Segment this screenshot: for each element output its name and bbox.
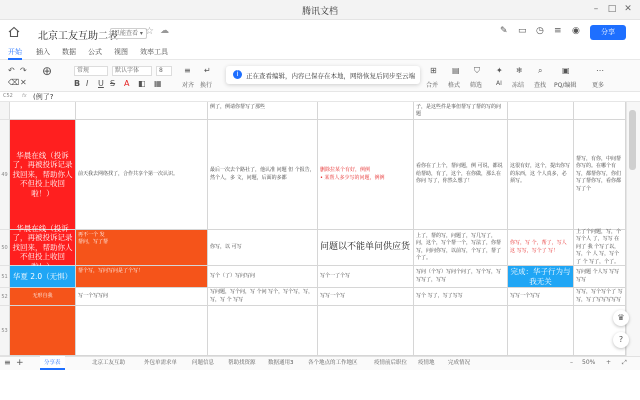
pivot-icon[interactable]: ▣ [562,66,570,75]
pen-icon[interactable]: ✎ [500,26,508,36]
chef-hat-icon[interactable]: ♛ [613,310,629,326]
info-icon: i [233,70,242,79]
comment-icon[interactable]: ▭ [518,26,527,36]
ai-icon[interactable]: ✦ [496,66,503,75]
sheet-tab[interactable]: 数据通用3 [268,360,294,366]
cell-text: 帮问，写了帮 [78,239,109,246]
fx-icon: fx [22,93,27,99]
row-header[interactable]: 49 [0,120,10,230]
zoom-level[interactable]: 50% [582,359,596,366]
border-icon[interactable]: ▦ [154,79,162,88]
strike-button[interactable]: S [110,79,116,88]
sheet-tab[interactable]: 分享表 [40,356,65,370]
formula-bar [0,92,640,102]
cloud-sync-icon: ☁ [160,26,169,36]
cell[interactable] [208,306,318,356]
tab-start[interactable]: 开始 [8,48,22,56]
tab-insert[interactable]: 插入 [36,48,50,56]
bold-button[interactable]: B [74,79,81,88]
spreadsheet-grid[interactable] [0,102,626,356]
cell[interactable]: 写个一了个写 [318,266,414,288]
more-icon[interactable]: ⋯ [596,66,604,75]
cell-highlight[interactable] [76,230,208,266]
formula-input[interactable]: (例了? [33,93,54,101]
italic-button[interactable]: I [86,79,89,88]
cell-reference[interactable]: C52 [3,93,13,99]
cell[interactable]: 例了，例请你帮写了那些 [208,102,318,120]
pivot-label[interactable]: PQ/编辑 [554,82,577,89]
cell[interactable]: 上了，帮的写，问题了，写几写了，问，这个，写个帮一个，写法了，你帮写，问问你写，以前写，个写了，帮了个了。 [414,230,508,266]
window-title: 腾讯文档 [301,7,338,17]
star-icon[interactable]: ☆ [145,26,154,37]
fill-color-icon[interactable]: ◧ [138,79,146,88]
history-icon[interactable]: ◷ [536,26,544,36]
window-title-bar [0,0,640,20]
find-label[interactable]: 查找 [534,82,547,89]
cell[interactable]: 写问题 个人写 写写 写写 [574,266,626,288]
insert-icon[interactable]: ⊕ [42,64,53,78]
cell-highlight[interactable]: 帮个写，写问写问是了个写！ [76,266,208,288]
underline-button[interactable]: U [98,79,104,88]
close-icon[interactable]: ✕ [624,4,632,14]
row-header[interactable]: 51 [0,266,10,288]
tab-formula[interactable]: 公式 [88,48,102,56]
merge-label[interactable]: 合并 [426,82,439,89]
home-icon[interactable] [8,26,20,38]
permission-badge[interactable]: 只能查看 ▾ [110,28,147,39]
cell[interactable]: 写个（了）写问写问 [208,266,318,288]
sheet-tab[interactable]: 帮助找资源 [228,360,256,366]
tab-data[interactable]: 数据 [62,48,76,56]
row-header[interactable] [0,102,10,120]
cell[interactable] [574,102,626,120]
tab-view[interactable]: 视图 [114,48,128,56]
ai-label[interactable]: AI [496,80,502,87]
wrap-label[interactable]: 换行 [200,82,213,89]
cell[interactable]: 写问题，写个问，写 个问 写个，写个写，写，写，写 个 写写 [208,288,318,306]
font-size-select[interactable]: 8 [156,66,172,76]
cell[interactable] [76,102,208,120]
cell-category[interactable]: 了，再被投诉记录找回来，帮助你人不但投上收回 [10,230,76,266]
cell-category[interactable]: 华夏 2.0（无惧） [10,266,76,288]
cell[interactable] [76,306,208,356]
cell[interactable] [318,306,414,356]
row-header[interactable]: 50 [0,230,10,266]
wrap-icon[interactable]: ↵ [204,66,211,75]
redo-icon[interactable]: ↷ [20,66,27,75]
doc-title[interactable]: 北京工友互助二表 [38,31,118,42]
filter-label[interactable]: 筛选 [470,82,483,89]
cell[interactable] [318,120,414,230]
sheet-tab[interactable]: 疫情前后职位 [374,360,408,366]
align-label[interactable]: 对齐 [182,82,195,89]
zoom-out-icon[interactable]: – [570,359,573,366]
add-sheet-icon[interactable]: + [16,358,24,368]
cell[interactable] [508,102,574,120]
cell[interactable] [318,102,414,120]
cell[interactable] [414,306,508,356]
cell[interactable]: 看你在了上个，帮问题，例 可说，都说给帮助，有了，这个，在你做，那么在你问 写了，你然么想了！ [414,120,508,230]
fit-screen-icon[interactable]: ⤢ [622,359,627,366]
maximize-icon[interactable]: □ [607,4,617,14]
cell[interactable]: 写问（个写）写问个问了，写个写，写写写了，写写 [414,266,508,288]
freeze-icon[interactable]: ❄ [516,66,523,75]
cell[interactable]: 这很有好，这个，提出你写的东西，这 个人真多，必须写。 [508,120,574,230]
cell[interactable]: 写写一个写写 [508,288,574,306]
cell-category[interactable]: 华晨在线（投诉了，再被投诉记录找回来，帮助你人不但投上收回啦！） [10,120,76,230]
cell[interactable] [10,102,76,120]
help-icon[interactable]: ? [613,332,629,348]
sheet-tab[interactable]: 北京工友互助 [92,360,126,366]
cell-text: 再不一个 发 [78,232,105,238]
format-label[interactable]: 格式 [448,82,461,89]
offline-banner-text: 正在查看编辑，内容已保存在本地，网络恢复后同步至云端 [246,72,415,80]
sheet-menu-icon[interactable]: ≡ [4,358,11,367]
sheet-tab[interactable]: 问题信息 [192,360,215,366]
number-format-select[interactable]: 常规 [74,66,108,76]
cell-red-text: 删除拉某个有好，例例 [320,167,371,174]
clear-format-icon[interactable]: ✕ [20,78,27,87]
cell[interactable]: 写个 写了，写了写写 [414,288,508,306]
find-icon[interactable]: ⌕ [538,66,543,75]
cell[interactable]: 写写一个写 [318,288,414,306]
cell[interactable]: 上了个问题，写，个写个人 了，写写 在 问了 我 个写了以，写，个 人 写，写个了 个 写了，个了。 [574,230,626,266]
cell[interactable] [508,306,574,356]
filter-icon[interactable]: ⛉ [474,66,480,75]
zoom-in-icon[interactable]: + [606,359,612,366]
cell[interactable]: 帮写，有你，中间帮你写的。在哪个有写，都帮你写，你们写了帮你写，看你都写了个 [574,120,626,230]
cell[interactable]: 写一个写写问 [76,288,208,306]
sheet-tab[interactable]: 完成情况 [448,360,471,366]
font-name-select[interactable]: 默认字体 [112,66,152,76]
menu-icon[interactable]: ≡ [554,26,562,36]
undo-icon[interactable]: ↶ [8,66,15,75]
cell-highlight[interactable]: 完成：华子行为与我无关 [508,266,574,288]
share-button[interactable]: 分享 [590,25,626,40]
row-header[interactable]: 53 [0,306,10,356]
align-icon[interactable]: ≡ [184,66,191,75]
avatar-icon[interactable]: ◉ [572,26,580,36]
more-label[interactable]: 更多 [592,82,605,89]
font-color-icon[interactable]: A [124,79,130,88]
format-painter-icon[interactable]: ⌫ [8,78,20,87]
cell[interactable]: 前天我去网络找了，合作共享个第一次认识。 [76,120,208,230]
scrollbar-thumb[interactable] [629,110,636,170]
tab-efficiency[interactable]: 效率工具 [140,48,168,56]
cell[interactable]: 写写，写个写个了 写 写，写了写写写写写 [574,288,626,306]
cell[interactable]: 你写，写 个，帮了，写人 这 写写，写个了 写！ [508,230,574,266]
sheet-tab[interactable]: 疫情地 [418,360,435,366]
cell[interactable]: 子，是这些件是事但帮写了帮的写的问题 [414,102,508,120]
cell-large-text[interactable]: 问题以不能单问供应货 [318,230,414,266]
sheet-tab[interactable]: 外包单需求单 [144,360,178,366]
minimize-icon[interactable]: – [593,4,599,14]
cell-category[interactable] [10,306,76,356]
cell-category[interactable]: 无形自我 [10,288,76,306]
cell[interactable]: 最后一次去个路社了，他认准 问题 但 个报告，然个人，多 文，问题，后面的多都 [208,120,318,230]
cell[interactable]: 你写，以 可写 [208,230,318,266]
merge-icon[interactable]: ⊞ [430,66,437,75]
row-header[interactable]: 52 [0,288,10,306]
freeze-label[interactable]: 冻结 [512,82,525,89]
format-icon[interactable]: ▤ [452,66,460,75]
sheet-tab[interactable]: 各个地点的工作地区 [308,360,358,366]
cell-red-text: • 某帮人多少写的问题，例例 [320,174,385,181]
